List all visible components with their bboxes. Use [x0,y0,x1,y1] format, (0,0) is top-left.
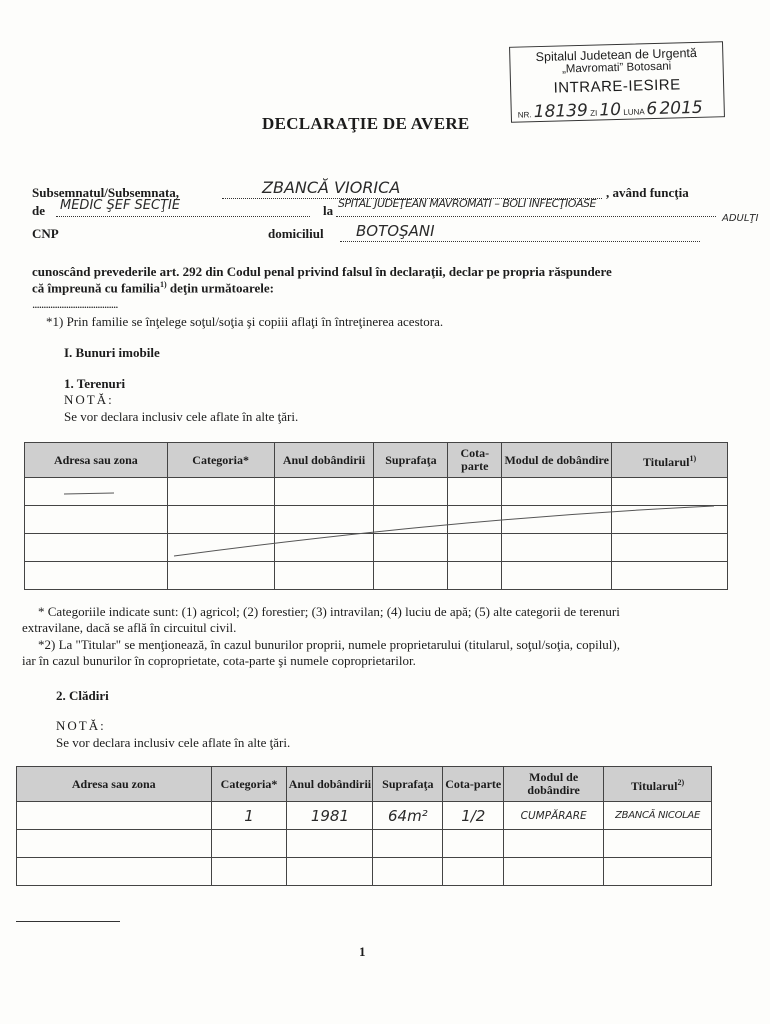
cladiri-header-suprafata: Suprafaţa [373,767,443,802]
de-label: de [32,203,45,218]
terenuri-header-anul: Anul dobândirii [274,443,374,478]
cnp-label: CNP [32,226,59,241]
domiciliul-underline [340,241,700,242]
cladiri-header-titular-text: Titularul [630,778,678,793]
cladiri-cell-anul: 1981 [287,802,373,830]
domiciliul-value: BOTOŞANI [356,222,435,240]
functia-underline [56,216,310,217]
cladiri-cell-suprafata: 64m² [373,802,443,830]
subsemnat-label: Subsemnatul/Subsemnata, [32,185,180,200]
terenuri-header-titular [612,443,728,478]
cladiri-header-cota: Cota-parte [443,767,504,802]
table-row [17,858,712,886]
cladiri-header-modul: Modul de dobândire [504,767,604,802]
terenuri-nota: NOTĂ: [64,392,114,407]
categorii-footnote: * Categoriile indicate sunt: (1) agricol; (2) forestier; (3) intravilan; (4) luciu de apă; (5) alte categorii de terenuri [38,604,620,619]
institutia-value: SPITAL JUDEŢEAN MAVROMATI – BOLI INFECŢIOASE [338,197,596,210]
cladiri-table [16,766,712,886]
cladiri-cell-cota: 1/2 [443,802,504,830]
intro-line-2 [32,280,274,296]
functia-value: MEDIC ŞEF SECŢIE [60,198,181,213]
cladiri-header-titular [604,767,712,802]
institutia-underline [336,216,716,217]
categorii-footnote-cont: extravilane, dacă se află în circuitul civil. [22,620,237,635]
cladiri-header-categoria: Categoria* [211,767,287,802]
la-label: la [323,203,334,218]
terenuri-header-cota: Cota-parte [448,443,502,478]
titular-footnote: *2) La "Titular" se menţionează, în cazul bunurilor proprii, numele proprietarului (titularul, soţul/soţia, copilul), [38,637,620,652]
footnote-separator [16,921,120,922]
cladiri-cell-titular: ZBANCĂ NICOLAE [604,802,712,830]
cladiri-cell-modul: CUMPĂRARE [504,802,604,830]
intro-sup: 1) [159,280,167,289]
cladiri-header-titular-sup: 2) [677,777,685,787]
page-title: DECLARAŢIE DE AVERE [262,114,470,133]
stamp-nr-label: NR. [517,110,532,120]
intro-text-b: deţin următoarele: [166,280,274,296]
stamp-fields [518,97,718,122]
stamp-institution: Spitalul Judetean de Urgentă [535,45,698,65]
cladiri-cell-adresa [17,802,212,830]
institutia-cont: ADULŢI [722,213,759,224]
avand-functia-label: , având funcţia [606,185,689,200]
intro-dots: ...................................... [32,296,118,311]
terenuri-header-titular-text: Titularul [643,454,690,469]
intro-line-1: cunoscând prevederile art. 292 din Codul penal privind falsul în declaraţii, declar pe propria răspundere [32,264,612,279]
terenuri-strike-line [24,476,728,586]
page-number: 1 [359,944,366,959]
table-row [17,802,712,830]
table-row [17,830,712,858]
section-imobile-title: I. Bunuri imobile [64,345,160,360]
stamp-zi-label: ZI [590,108,598,118]
stamp-nr-value: 18139 [533,100,589,123]
declarant-name: ZBANCĂ VIORICA [262,178,401,197]
cladiri-header-adresa: Adresa sau zona [17,767,212,802]
stamp-institution-name: „Mavromati” Botosani [561,60,672,76]
stamp-zi-value: 10 [599,99,622,121]
cladiri-nota-text: Se vor declara inclusiv cele aflate în alte ţări. [56,735,291,750]
terenuri-header-suprafata: Suprafaţa [374,443,448,478]
stamp-luna-value: 6 [646,98,658,120]
terenuri-header-categoria: Categoria* [167,443,274,478]
cladiri-header-anul: Anul dobândirii [287,767,373,802]
cladiri-cell-categoria: 1 [211,802,287,830]
intro-text-a: că împreună cu familia [32,280,160,296]
titular-footnote-cont: iar în cazul bunurilor în coproprietate, cota-parte şi numele coproprietarilor. [22,653,416,668]
stamp-an-value: 2015 [659,97,703,119]
cladiri-nota: NOTĂ: [56,718,106,733]
registration-stamp [509,41,725,123]
terenuri-header-adresa: Adresa sau zona [25,443,168,478]
stamp-luna-label: LUNA [623,107,645,117]
stamp-type: INTRARE-IESIRE [553,76,681,97]
terenuri-header-modul: Modul de dobândire [502,443,612,478]
terenuri-subtitle: 1. Terenuri [64,376,126,391]
domiciliul-label: domiciliul [268,226,324,241]
terenuri-nota-text: Se vor declara inclusiv cele aflate în alte ţări. [64,409,299,424]
cladiri-subtitle: 2. Clădiri [56,688,109,703]
terenuri-header-titular-sup: 1) [689,453,697,463]
family-note: *1) Prin familie se înţelege soţul/soţia şi copiii aflaţi în întreţinerea acestora. [46,314,444,329]
